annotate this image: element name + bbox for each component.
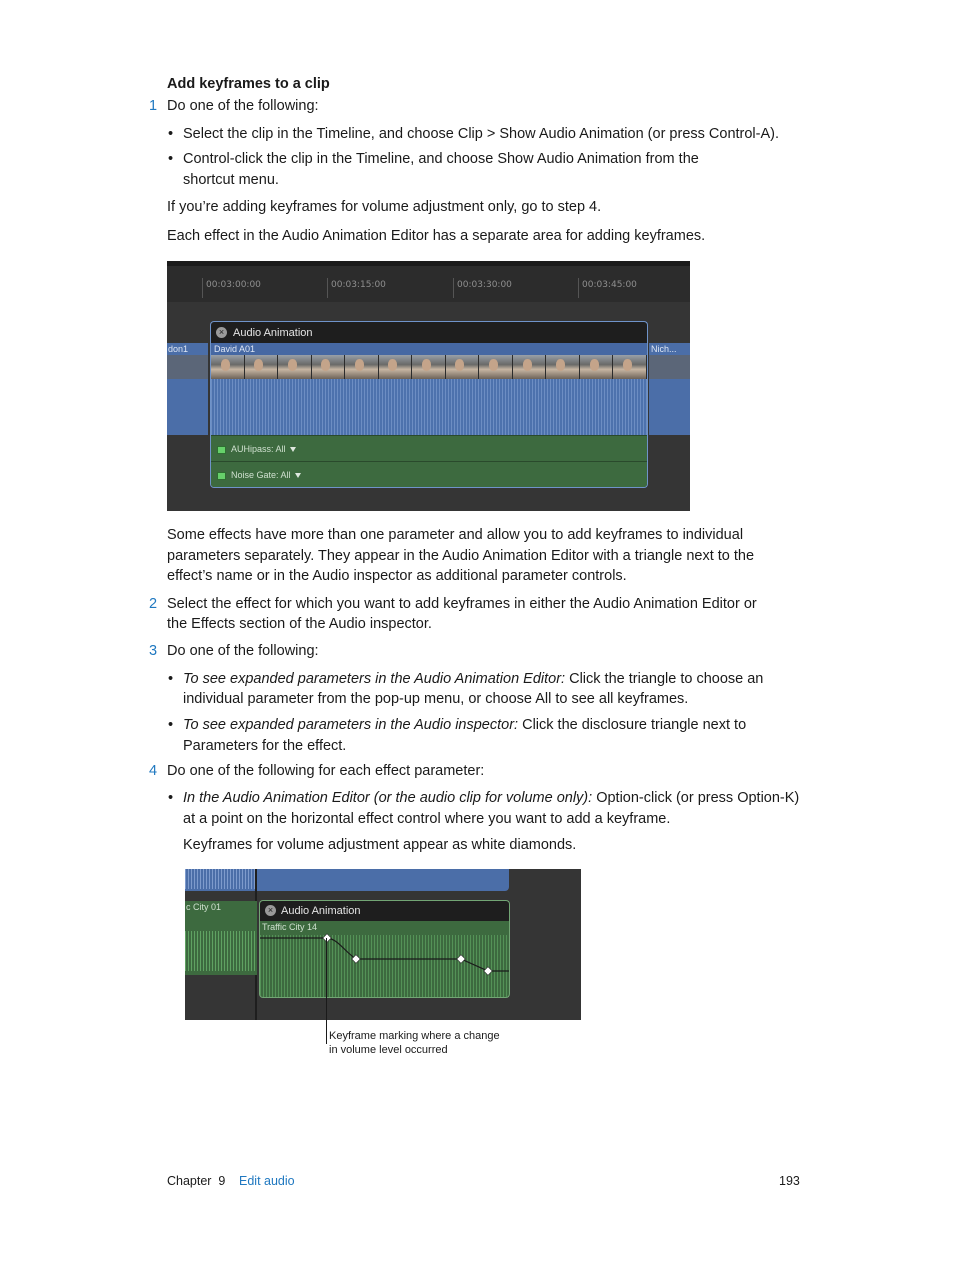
left-clip-name: don1 [168, 344, 189, 354]
footer-chapter-link[interactable]: Edit audio [239, 1174, 295, 1188]
video-frame [211, 355, 245, 379]
bullet: • [168, 151, 174, 167]
volume-line [260, 938, 509, 971]
triangle-down-icon[interactable] [290, 447, 296, 452]
callout-line-2: in volume level occurred [329, 1044, 448, 1056]
effect-enable-checkbox[interactable] [217, 446, 226, 454]
right-clip[interactable] [649, 343, 690, 435]
video-frame [312, 355, 346, 379]
step-2-line1: Select the effect for which you want to add keyframes in either the Audio Animation Editor or [167, 596, 757, 612]
step4-note: Keyframes for volume adjustment appear as white diamonds. [183, 837, 577, 853]
page-number: 193 [779, 1174, 800, 1188]
paragraph-some-effects-1: Some effects have more than one parameter and allow you to add keyframes to individual [167, 527, 744, 543]
clip-name: Traffic City 14 [262, 922, 318, 932]
right-clip-filmstrip [649, 355, 690, 379]
video-frame [379, 355, 413, 379]
close-icon[interactable]: × [216, 327, 227, 338]
callout-leader-line [326, 938, 327, 1044]
footer-chapter: Chapter 9 [167, 1174, 226, 1188]
paragraph-each-effect: Each effect in the Audio Animation Editor has a separate area for adding keyframes. [167, 228, 706, 244]
left-clip[interactable] [167, 343, 208, 435]
step3-bullet-1-line2: individual parameter from the pop-up menu, or choose All to see all keyframes. [183, 691, 689, 707]
audio-animation-header [259, 900, 510, 921]
step-number-1: 1 [149, 98, 158, 114]
paragraph-some-effects-3: effect’s name or in the Audio inspector as additional parameter controls. [167, 568, 627, 584]
step4-bullet-1-line1 [183, 788, 799, 809]
bullet: • [168, 126, 174, 142]
effect-name: AUHipass: All [231, 444, 286, 454]
timecode-label: 00:03:45:00 [578, 278, 637, 298]
step4-bullet-1-line2: at a point on the horizontal effect control where you want to add a keyframe. [183, 811, 671, 827]
video-frame [412, 355, 446, 379]
keyframe-diamond[interactable] [352, 955, 360, 963]
step3-bullet-2-line2: Parameters for the effect. [183, 738, 347, 754]
step1-bullet-2-line2: shortcut menu. [183, 172, 279, 188]
upper-audio-clip[interactable] [185, 869, 509, 891]
timecode-label: 00:03:30:00 [453, 278, 512, 298]
volume-curve[interactable] [260, 921, 509, 997]
video-frame [278, 355, 312, 379]
audio-animation-editor-screenshot [167, 261, 690, 511]
audio-animation-header [210, 321, 648, 344]
paragraph-some-effects-2: parameters separately. They appear in the Audio Animation Editor with a triangle next to the [167, 548, 755, 564]
step3-bullet-2-rest: Click the disclosure triangle next to [518, 717, 747, 733]
clip-name: David A01 [211, 343, 647, 355]
step-1-text: Do one of the following: [167, 98, 319, 114]
audio-animation-body [210, 343, 648, 488]
step-number-2: 2 [149, 596, 158, 612]
bullet: • [168, 790, 174, 806]
triangle-down-icon[interactable] [295, 473, 301, 478]
left-clip-waveform [185, 931, 257, 971]
step-3-text: Do one of the following: [167, 643, 319, 659]
video-frame [546, 355, 580, 379]
step3-bullet-1-line1 [183, 669, 763, 690]
video-frame [479, 355, 513, 379]
effect-lane-auhipass[interactable] [211, 435, 647, 462]
step-number-3: 3 [149, 643, 158, 659]
step3-bullet-2-line1 [183, 715, 746, 736]
right-clip-name: Nich... [651, 344, 677, 354]
step3-bullet-2-italic: To see expanded parameters in the Audio inspector: [183, 717, 519, 733]
step3-bullet-1-italic: To see expanded parameters in the Audio Animation Editor: [183, 671, 566, 687]
callout-label [329, 1029, 500, 1057]
left-clip-name: c City 01 [186, 902, 222, 912]
effect-lane-noise-gate[interactable] [211, 461, 647, 488]
timecode-label: 00:03:00:00 [202, 278, 261, 298]
effect-enable-checkbox[interactable] [217, 472, 226, 480]
step1-bullet-2-line1: Control-click the clip in the Timeline, and choose Show Audio Animation from the [183, 151, 699, 167]
video-frame [613, 355, 647, 379]
step-4-text: Do one of the following for each effect parameter: [167, 763, 485, 779]
keyframe-diamond[interactable] [323, 934, 331, 942]
keyframe-screenshot [185, 869, 581, 1020]
video-frame [446, 355, 480, 379]
clip-filmstrip[interactable] [211, 355, 647, 379]
video-frame [580, 355, 614, 379]
bullet: • [168, 717, 174, 733]
audio-animation-body[interactable] [259, 921, 510, 998]
timecode-label: 00:03:15:00 [327, 278, 386, 298]
step4-bullet-1-rest: Option-click (or press Option-K) [592, 790, 800, 806]
keyframe-diamond[interactable] [457, 955, 465, 963]
step3-bullet-1-rest: Click the triangle to choose an [565, 671, 764, 687]
keyframe-diamond[interactable] [484, 967, 492, 975]
audio-animation-title: Audio Animation [281, 905, 361, 917]
paragraph-volume-only: If you’re adding keyframes for volume adjustment only, go to step 4. [167, 199, 602, 215]
effect-name: Noise Gate: All [231, 470, 291, 480]
close-icon[interactable]: × [265, 905, 276, 916]
step1-bullet-1: Select the clip in the Timeline, and choose Clip > Show Audio Animation (or press Control-A). [183, 126, 780, 142]
section-heading: Add keyframes to a clip [167, 76, 330, 92]
left-green-clip[interactable] [185, 901, 257, 975]
callout-line-1: Keyframe marking where a change [329, 1030, 500, 1042]
video-frame [513, 355, 547, 379]
step4-bullet-1-italic: In the Audio Animation Editor (or the audio clip for volume only): [183, 790, 593, 806]
upper-clip-waveform [185, 869, 255, 889]
timeline-ruler [167, 261, 690, 302]
video-frame [345, 355, 379, 379]
audio-animation-title: Audio Animation [233, 327, 313, 339]
step-number-4: 4 [149, 763, 158, 779]
step-2-line2: the Effects section of the Audio inspector. [167, 616, 432, 632]
audio-waveform[interactable] [211, 379, 647, 435]
video-frame [245, 355, 279, 379]
left-clip-filmstrip [167, 355, 208, 379]
bullet: • [168, 671, 174, 687]
